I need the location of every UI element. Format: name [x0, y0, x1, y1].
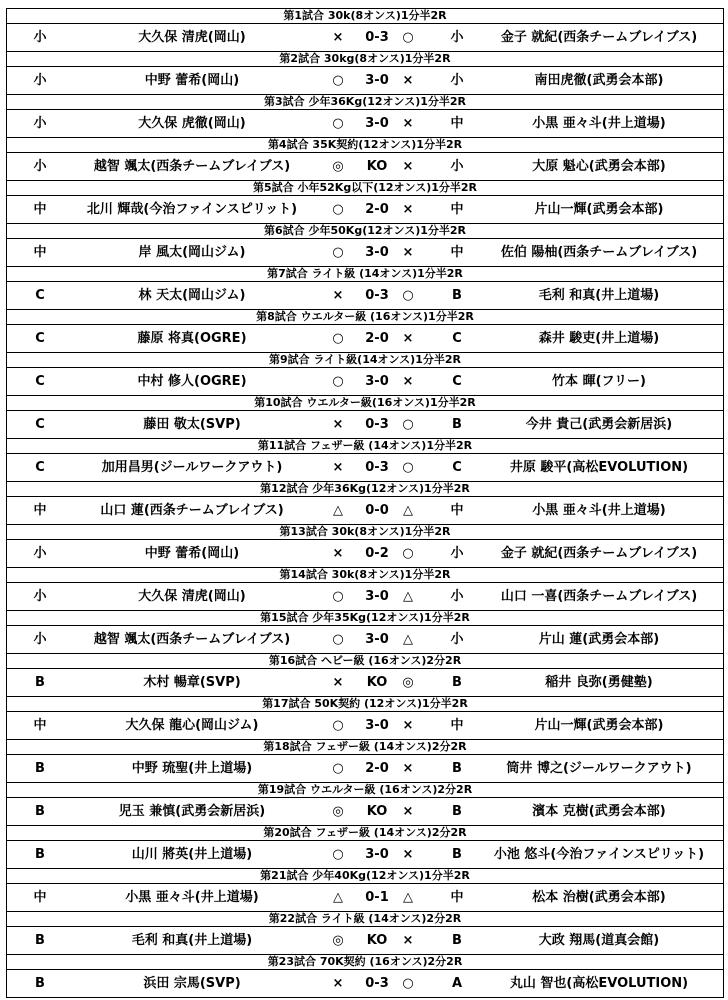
bout-result-row [7, 368, 723, 395]
right-class: B [452, 417, 462, 432]
left-fighter-name: 加用昌男(ジールワークアウト) [101, 460, 283, 475]
left-fighter-name: 小黒 亜々斗(井上道場) [125, 890, 259, 905]
bout-block [7, 525, 723, 568]
right-result-mark: △ [403, 589, 413, 604]
right-result-mark: ○ [402, 460, 414, 475]
right-fighter-name: 稲井 良弥(勇健塾) [545, 675, 653, 690]
left-class: B [35, 933, 45, 948]
bout-title: 第20試合 フェザー級 (14オンス)2分2R [7, 826, 723, 841]
score: 3-0 [365, 718, 389, 733]
score: 3-0 [365, 73, 389, 88]
bout-result-row [7, 884, 723, 911]
score: 3-0 [365, 245, 389, 260]
bout-result-row [7, 798, 723, 825]
bout-block [7, 482, 723, 525]
right-class: 中 [450, 503, 464, 518]
bout-title: 第8試合 ウエルター級 (16オンス)1分半2R [7, 310, 723, 325]
bout-block [7, 181, 723, 224]
bout-block [7, 52, 723, 95]
left-result-mark: ◎ [332, 159, 344, 174]
left-result-mark: ◎ [332, 804, 344, 819]
bout-block [7, 95, 723, 138]
bout-title: 第11試合 フェザー級 (14オンス)1分半2R [7, 439, 723, 454]
right-class: 小 [450, 589, 464, 604]
bout-title: 第13試合 30k(8オンス)1分半2R [7, 525, 723, 540]
right-fighter-name: 濱本 克樹(武勇会本部) [532, 804, 666, 819]
left-class: C [35, 331, 45, 346]
bout-title: 第12試合 少年36Kg(12オンス)1分半2R [7, 482, 723, 497]
right-result-mark: × [402, 718, 414, 733]
bout-block [7, 310, 723, 353]
right-result-mark: ◎ [402, 675, 414, 690]
right-result-mark: × [402, 374, 414, 389]
bout-result-row [7, 497, 723, 524]
score: 0-3 [365, 288, 389, 303]
left-result-mark: ○ [332, 202, 344, 217]
right-fighter-name: 小池 悠斗(今治ファインスピリット) [493, 847, 705, 862]
bout-result-row [7, 669, 723, 696]
right-fighter-name: 竹本 暉(フリー) [552, 374, 646, 389]
right-fighter-name: 松本 治樹(武勇会本部) [532, 890, 666, 905]
score: 0-3 [365, 976, 389, 991]
score: 0-0 [365, 503, 389, 518]
bout-title: 第22試合 ライト級 (14オンス)2分2R [7, 912, 723, 927]
left-fighter-name: 大久保 龍心(岡山ジム) [125, 718, 259, 733]
left-result-mark: × [332, 288, 344, 303]
bout-result-row [7, 239, 723, 266]
bout-result-row [7, 454, 723, 481]
bout-title: 第7試合 ライト級 (14オンス)1分半2R [7, 267, 723, 282]
left-result-mark: × [332, 460, 344, 475]
bout-result-row [7, 110, 723, 137]
left-result-mark: ◎ [332, 933, 344, 948]
right-result-mark: × [402, 847, 414, 862]
right-class: 小 [450, 30, 464, 45]
right-fighter-name: 井原 駿平(高松EVOLUTION) [509, 460, 689, 475]
left-fighter-name: 越智 颯太(西条チームブレイブス) [93, 632, 291, 647]
left-fighter-name: 大久保 清虎(岡山) [138, 30, 246, 45]
right-fighter-name: 金子 就紀(西条チームブレイブス) [500, 546, 698, 561]
bout-title: 第21試合 少年40Kg(12オンス)1分半2R [7, 869, 723, 884]
bout-title: 第9試合 ライト級(14オンス)1分半2R [7, 353, 723, 368]
left-class: 中 [33, 503, 47, 518]
left-result-mark: ○ [332, 73, 344, 88]
bout-result-row [7, 927, 723, 954]
bout-title: 第10試合 ウエルター級(16オンス)1分半2R [7, 396, 723, 411]
left-fighter-name: 岸 風太(岡山ジム) [138, 245, 246, 260]
right-result-mark: × [402, 159, 414, 174]
right-class: 中 [450, 718, 464, 733]
right-fighter-name: 筒井 博之(ジールワークアウト) [506, 761, 692, 776]
left-result-mark: ○ [332, 116, 344, 131]
bout-title: 第23試合 70K契約 (16オンス)2分2R [7, 955, 723, 970]
left-fighter-name: 中村 修人(OGRE) [137, 374, 247, 389]
right-fighter-name: 片山一輝(武勇会本部) [534, 718, 664, 733]
left-result-mark: ○ [332, 245, 344, 260]
right-result-mark: ○ [402, 288, 414, 303]
right-class: B [452, 288, 462, 303]
right-class: B [452, 933, 462, 948]
left-fighter-name: 山川 將英(井上道場) [131, 847, 253, 862]
left-result-mark: △ [333, 890, 343, 905]
right-fighter-name: 山口 一喜(西条チームブレイブス) [500, 589, 698, 604]
left-fighter-name: 中野 琉聖(井上道場) [131, 761, 253, 776]
bout-block [7, 568, 723, 611]
left-result-mark: ○ [332, 632, 344, 647]
right-result-mark: ○ [402, 30, 414, 45]
bout-title: 第4試合 35K契約(12オンス)1分半2R [7, 138, 723, 153]
bout-title: 第14試合 30k(8オンス)1分半2R [7, 568, 723, 583]
bout-block [7, 869, 723, 912]
bout-title: 第5試合 小年52Kg以下(12オンス)1分半2R [7, 181, 723, 196]
bout-block [7, 353, 723, 396]
score: 0-2 [365, 546, 389, 561]
right-class: 小 [450, 159, 464, 174]
right-fighter-name: 森井 駿吏(井上道場) [538, 331, 660, 346]
right-result-mark: ○ [402, 417, 414, 432]
left-result-mark: × [332, 546, 344, 561]
right-fighter-name: 小黒 亜々斗(井上道場) [532, 503, 666, 518]
bout-block [7, 654, 723, 697]
right-class: A [451, 976, 463, 991]
left-fighter-name: 越智 颯太(西条チームブレイブス) [93, 159, 291, 174]
bout-block [7, 396, 723, 439]
left-class: C [35, 460, 45, 475]
left-class: 小 [33, 30, 47, 45]
right-fighter-name: 小黒 亜々斗(井上道場) [532, 116, 666, 131]
bout-title: 第19試合 ウエルター級 (16オンス)2分2R [7, 783, 723, 798]
right-fighter-name: 丸山 智也(高松EVOLUTION) [509, 976, 689, 991]
right-fighter-name: 大政 翔馬(道真会館) [538, 933, 660, 948]
left-class: B [35, 675, 45, 690]
left-class: 小 [33, 589, 47, 604]
left-class: C [35, 288, 45, 303]
left-class: 中 [33, 245, 47, 260]
score: 0-3 [365, 417, 389, 432]
bout-result-row [7, 24, 723, 51]
left-result-mark: × [332, 417, 344, 432]
score: KO [366, 675, 388, 690]
bout-block [7, 912, 723, 955]
bout-title: 第18試合 フェザー級 (14オンス)2分2R [7, 740, 723, 755]
left-result-mark: △ [333, 503, 343, 518]
right-fighter-name: 佐伯 陽柚(西条チームブレイブス) [500, 245, 698, 260]
left-class: 中 [33, 202, 47, 217]
left-result-mark: × [332, 976, 344, 991]
right-result-mark: ○ [402, 976, 414, 991]
left-class: B [35, 761, 45, 776]
score: 2-0 [365, 761, 389, 776]
right-class: 中 [450, 202, 464, 217]
bout-result-row [7, 712, 723, 739]
bout-title: 第1試合 30k(8オンス)1分半2R [7, 9, 723, 24]
left-result-mark: ○ [332, 589, 344, 604]
score: 2-0 [365, 331, 389, 346]
left-class: 小 [33, 73, 47, 88]
right-result-mark: × [402, 761, 414, 776]
score: 2-0 [365, 202, 389, 217]
bout-result-row [7, 196, 723, 223]
right-result-mark: ○ [402, 546, 414, 561]
left-fighter-name: 大久保 虎徹(岡山) [138, 116, 246, 131]
left-fighter-name: 中野 蕾希(岡山) [144, 73, 240, 88]
bout-title: 第17試合 50K契約 (12オンス)1分半2R [7, 697, 723, 712]
bout-title: 第2試合 30kg(8オンス)1分半2R [7, 52, 723, 67]
right-class: 中 [450, 890, 464, 905]
bout-block [7, 267, 723, 310]
score: 3-0 [365, 116, 389, 131]
right-fighter-name: 南田虎徹(武勇会本部) [534, 73, 664, 88]
right-result-mark: △ [403, 503, 413, 518]
bout-block [7, 826, 723, 869]
bout-title: 第6試合 少年50Kg(12オンス)1分半2R [7, 224, 723, 239]
right-class: 中 [450, 245, 464, 260]
left-class: 小 [33, 116, 47, 131]
left-fighter-name: 藤原 将真(OGRE) [137, 331, 247, 346]
bout-result-row [7, 841, 723, 868]
bout-result-row [7, 411, 723, 438]
right-class: B [452, 804, 462, 819]
bout-block [7, 224, 723, 267]
score: 3-0 [365, 589, 389, 604]
left-result-mark: ○ [332, 761, 344, 776]
left-fighter-name: 山口 蓮(西条チームブレイブス) [100, 503, 284, 518]
right-class: C [452, 331, 462, 346]
right-class: C [452, 460, 462, 475]
bout-result-row [7, 540, 723, 567]
left-class: 小 [33, 632, 47, 647]
left-fighter-name: 毛利 和真(井上道場) [131, 933, 253, 948]
right-fighter-name: 今井 貴己(武勇会新居浜) [525, 417, 673, 432]
right-class: 小 [450, 73, 464, 88]
bout-result-row [7, 970, 723, 997]
left-result-mark: ○ [332, 331, 344, 346]
right-result-mark: × [402, 202, 414, 217]
left-result-mark: × [332, 675, 344, 690]
bout-block [7, 697, 723, 740]
bout-result-row [7, 282, 723, 309]
score: 0-3 [365, 460, 389, 475]
left-class: 中 [33, 890, 47, 905]
right-result-mark: × [402, 933, 414, 948]
left-class: 小 [33, 546, 47, 561]
bout-block [7, 611, 723, 654]
bout-result-row [7, 325, 723, 352]
right-result-mark: △ [403, 632, 413, 647]
score: KO [366, 933, 388, 948]
right-fighter-name: 金子 就紀(西条チームブレイブス) [500, 30, 698, 45]
score: 3-0 [365, 374, 389, 389]
right-class: 小 [450, 546, 464, 561]
right-class: B [452, 761, 462, 776]
bout-result-row [7, 67, 723, 94]
left-fighter-name: 林 天太(岡山ジム) [138, 288, 246, 303]
right-result-mark: △ [403, 890, 413, 905]
right-fighter-name: 毛利 和真(井上道場) [538, 288, 660, 303]
score: 3-0 [365, 632, 389, 647]
left-fighter-name: 中野 蕾希(岡山) [144, 546, 240, 561]
right-result-mark: × [402, 331, 414, 346]
left-result-mark: ○ [332, 718, 344, 733]
left-class: C [35, 417, 45, 432]
score: KO [366, 159, 388, 174]
left-fighter-name: 木村 暢章(SVP) [143, 675, 241, 690]
left-fighter-name: 浜田 宗馬(SVP) [143, 976, 241, 991]
bout-block [7, 783, 723, 826]
right-class: B [452, 847, 462, 862]
left-fighter-name: 大久保 清虎(岡山) [138, 589, 246, 604]
bout-block [7, 138, 723, 181]
left-class: 小 [33, 159, 47, 174]
left-result-mark: × [332, 30, 344, 45]
bout-block [7, 740, 723, 783]
left-fighter-name: 北川 輝哉(今治ファインスピリット) [86, 202, 298, 217]
right-class: 小 [450, 632, 464, 647]
score: KO [366, 804, 388, 819]
left-fighter-name: 藤田 敬太(SVP) [143, 417, 241, 432]
right-class: B [452, 675, 462, 690]
bout-title: 第16試合 ヘビー級 (16オンス)2分2R [7, 654, 723, 669]
right-fighter-name: 大原 魁心(武勇会本部) [532, 159, 666, 174]
right-result-mark: × [402, 116, 414, 131]
right-class: 中 [450, 116, 464, 131]
bout-result-row [7, 583, 723, 610]
score: 3-0 [365, 847, 389, 862]
right-result-mark: × [402, 804, 414, 819]
score: 0-1 [365, 890, 389, 905]
right-fighter-name: 片山 蓮(武勇会本部) [538, 632, 660, 647]
left-fighter-name: 児玉 兼慎(武勇会新居浜) [118, 804, 266, 819]
right-result-mark: × [402, 245, 414, 260]
bout-block [7, 955, 723, 997]
left-class: B [35, 804, 45, 819]
left-result-mark: ○ [332, 847, 344, 862]
bout-block [7, 9, 723, 52]
left-result-mark: ○ [332, 374, 344, 389]
left-class: 中 [33, 718, 47, 733]
right-class: C [452, 374, 462, 389]
score: 0-3 [365, 30, 389, 45]
left-class: B [35, 847, 45, 862]
right-result-mark: × [402, 73, 414, 88]
bout-title: 第15試合 少年35Kg(12オンス)1分半2R [7, 611, 723, 626]
bout-result-row [7, 755, 723, 782]
bout-title: 第3試合 少年36Kg(12オンス)1分半2R [7, 95, 723, 110]
right-fighter-name: 片山一輝(武勇会本部) [534, 202, 664, 217]
bout-result-row [7, 153, 723, 180]
left-class: B [35, 976, 45, 991]
bout-result-row [7, 626, 723, 653]
bout-block [7, 439, 723, 482]
results-table [6, 8, 724, 998]
left-class: C [35, 374, 45, 389]
